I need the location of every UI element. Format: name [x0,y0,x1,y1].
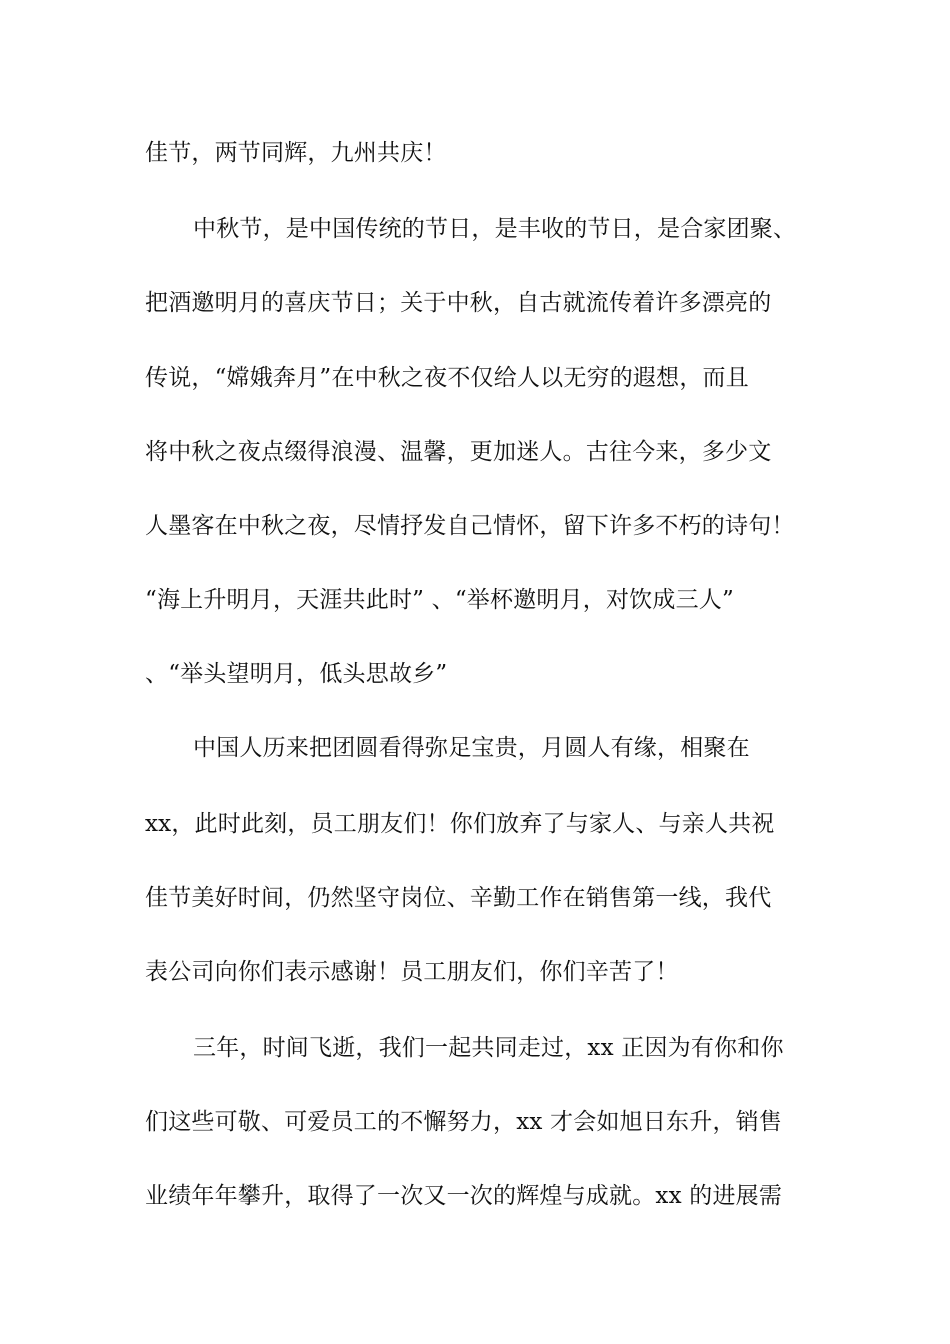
text-line: 佳节美好时间，仍然坚守岗位、辛勤工作在销售第一线，我代 [145,885,772,911]
paragraph-first-line: 中秋节，是中国传统的节日，是丰收的节日，是合家团聚、 [193,216,797,242]
text-line: 将中秋之夜点缀得浪漫、温馨，更加迷人。古往今来，多少文 [145,439,772,465]
text-line: 表公司向你们表示感谢！员工朋友们，你们辛苦了！ [145,959,679,985]
text-line: 佳节，两节同辉，九州共庆！ [145,140,447,166]
text-line: 们这些可敬、可爱员工的不懈努力，xx 才会如旭日东升，销售 [145,1109,783,1135]
text-line: xx，此时此刻，员工朋友们！你们放弃了与家人、与亲人共祝 [145,811,775,837]
paragraph-first-line: 三年，时间飞逝，我们一起共同走过，xx 正因为有你和你 [193,1035,784,1061]
paragraph-first-line: 中国人历来把团圆看得弥足宝贵，月圆人有缘，相聚在 [193,735,750,761]
text-line: “海上升明月，天涯共此时” 、“举杯邀明月，对饮成三人” [145,587,734,613]
text-line: 传说，“嫦娥奔月”在中秋之夜不仅给人以无穷的遐想，而且 [145,365,749,391]
text-line: 、“举头望明月，低头思故乡” [145,661,448,687]
text-line: 把酒邀明月的喜庆节日；关于中秋，自古就流传着许多漂亮的 [145,290,772,316]
text-line: 人墨客在中秋之夜，尽情抒发自己情怀，留下许多不朽的诗句！ [145,513,795,539]
text-line: 业绩年年攀升，取得了一次又一次的辉煌与成就。xx 的进展需 [145,1183,783,1209]
